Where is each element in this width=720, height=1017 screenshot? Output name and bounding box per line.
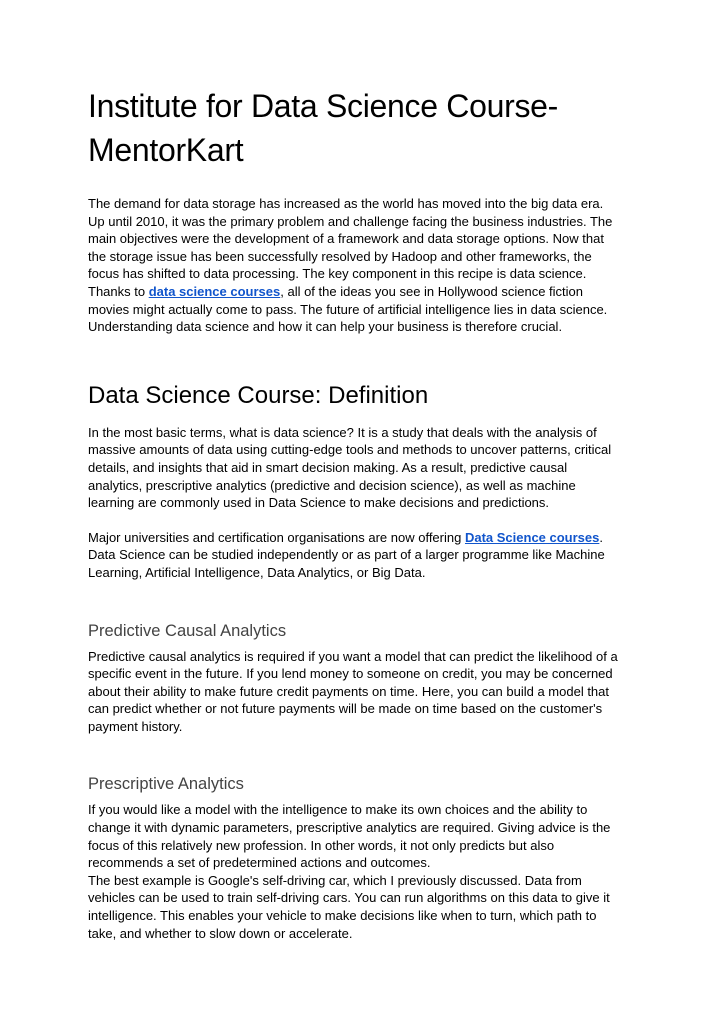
prescriptive-line: change it with dynamic parameters, prescriptive analytics are required. Giving advice is the (88, 820, 611, 836)
intro-line: the storage issue has been successfully resolved by Hadoop and other frameworks, the (88, 248, 592, 264)
definition-paragraph-1 (88, 424, 632, 512)
prescriptive-paragraph-1 (88, 801, 632, 871)
intro-line-with-link (88, 283, 632, 301)
prescriptive-line: If you would like a model with the intelligence to make its own choices and the ability to (88, 802, 588, 818)
definition-line: Learning, Artificial Intelligence, Data Analytics, or Big Data. (88, 564, 426, 580)
prescriptive-heading: Prescriptive Analytics (88, 775, 244, 794)
intro-line: Understanding data science and how it can help your business is therefore crucial. (88, 319, 563, 335)
definition-line: analytics, prescriptive analytics (predictive and decision science), as well as machine (88, 477, 576, 493)
prescriptive-line: The best example is Google's self-driving car, which I previously discussed. Data from (88, 872, 582, 888)
definition-line: In the most basic terms, what is data science? It is a study that deals with the analysis of (88, 424, 597, 440)
prescriptive-line: vehicles can be used to train self-driving cars. You can run algorithms on this data to give it (88, 890, 610, 906)
intro-paragraph (88, 195, 632, 336)
definition-line: massive amounts of data using cutting-edge tools and methods to uncover patterns, critical (88, 442, 612, 458)
intro-line: The demand for data storage has increased as the world has moved into the big data era. (88, 196, 604, 211)
intro-thanks-post-text: , all of the ideas you see in Hollywood science fiction (280, 283, 584, 299)
page-title (88, 84, 632, 172)
prescriptive-line: intelligence. This enables your vehicle to make decisions like when to turn, which path to (88, 908, 597, 924)
prescriptive-line: recommends a set of predetermined actions and outcomes. (88, 855, 431, 871)
predictive-paragraph (88, 648, 632, 736)
predictive-heading: Predictive Causal Analytics (88, 621, 287, 640)
prescriptive-line: focus of this relatively new profession. In other words, it not only predicts but also (88, 837, 555, 853)
definition-period: . (599, 529, 603, 545)
predictive-line: can predict whether or not future payments will be made on time based on the customer's (88, 701, 603, 717)
definition-line: Data Science can be studied independently or as part of a larger programme like Machine (88, 547, 605, 563)
definition-line: learning are commonly used in Data Science to make decisions and predictions. (88, 495, 550, 511)
prescriptive-paragraph-2 (88, 872, 632, 942)
intro-line: focus has shifted to data processing. The key component in this recipe is data science. (88, 266, 587, 282)
definition-heading: Data Science Course: Definition (88, 381, 429, 409)
definition-paragraph-2 (88, 529, 632, 582)
predictive-line: payment history. (88, 718, 183, 734)
definition-offering-text: Major universities and certification organisations are now offering (88, 529, 465, 545)
intro-line: movies might actually come to pass. The future of artificial intelligence lies in data science. (88, 301, 608, 317)
definition-line-with-link (88, 529, 632, 547)
page-title-line-1: Institute for Data Science Course- (88, 88, 559, 124)
predictive-line: Predictive causal analytics is required if you want a model that can predict the likelihood of a (88, 648, 618, 664)
page-title-line-2: MentorKart (88, 132, 244, 168)
intro-line: Up until 2010, it was the primary problem and challenge facing the business industries. The (88, 213, 613, 229)
predictive-line: about their ability to make future credit payments on time. Here, you can build a model that (88, 683, 609, 699)
prescriptive-line: take, and whether to slow down or accelerate. (88, 925, 353, 941)
intro-line: main objectives were the development of a framework and data storage options. Now that (88, 231, 604, 247)
intro-thanks-text: Thanks to (88, 283, 149, 299)
predictive-line: specific event in the future. If you lend money to someone on credit, you may be concerned (88, 666, 613, 682)
definition-line: details, and insights that aid in smart decision making. As a result, predictive causal (88, 459, 568, 475)
data-science-courses-link[interactable]: data science courses (148, 283, 281, 299)
data-science-courses-link-2[interactable]: Data Science courses (464, 529, 600, 545)
